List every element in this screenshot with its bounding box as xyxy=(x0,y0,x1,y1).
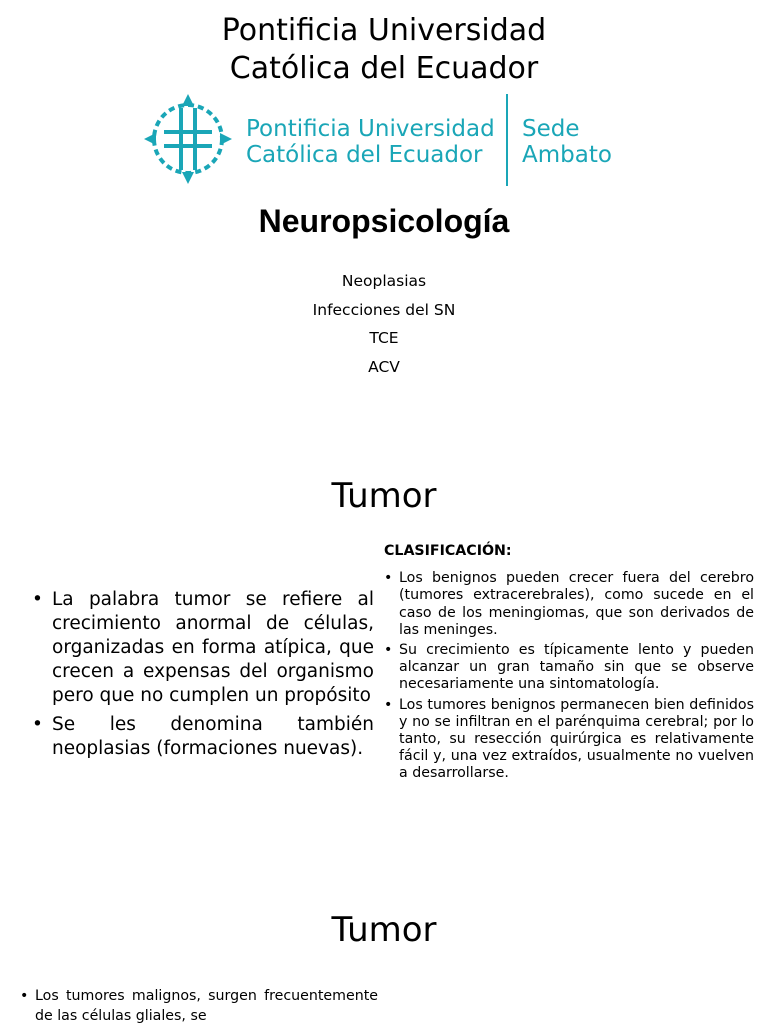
topic-item: TCE xyxy=(369,329,399,348)
slide-title: Tumor xyxy=(331,476,437,516)
logo-name-line1: Pontificia Universidad xyxy=(246,116,495,142)
topic-item: ACV xyxy=(368,357,400,376)
main-title xyxy=(0,12,768,88)
logo-name-line2: Católica del Ecuador xyxy=(246,142,483,168)
list-item: • Los benignos pueden crecer fuera del cerebro (tumores extracerebrales), como sucede en el caso de los meningiomas, que son derivados de las meninges. xyxy=(384,570,754,639)
malignant-column xyxy=(20,986,378,1029)
logo-divider xyxy=(506,94,508,186)
list-item: • Los tumores malignos, surgen frecuentemente de las células gliales, se xyxy=(20,986,378,1026)
university-logo xyxy=(142,92,622,188)
definition-column xyxy=(32,588,374,766)
topic-list xyxy=(0,267,768,381)
list-item: • Los tumores benignos permanecen bien definidos y no se infiltran en el parénquima cerebral; por lo tanto, su resección quirúrgica es relativamente fácil y, una vez extraídos, usualmente no vuelven a desarrollarse. xyxy=(384,697,754,783)
course-title: Neuropsicología xyxy=(258,203,510,239)
cross-emblem-icon xyxy=(144,94,232,184)
list-item: • Se les denomina también neoplasias (formaciones nuevas). xyxy=(32,713,374,761)
classification-heading: CLASIFICACIÓN: xyxy=(384,543,512,559)
classification-column xyxy=(384,543,754,786)
slide-title: Tumor xyxy=(331,910,437,950)
topic-item: Neoplasias xyxy=(341,272,427,290)
list-item: • Su crecimiento es típicamente lento y pueden alcanzar un gran tamaño sin que se observe necesariamente una sintomatología. xyxy=(384,642,754,694)
list-item: • La palabra tumor se refiere al crecimiento anormal de células, organizadas en forma atípica, que crecen a expensas del organismo pero que no cumplen un propósito xyxy=(32,588,374,708)
logo-campus-line2: Ambato xyxy=(522,142,612,168)
main-title-line1: Pontificia Universidad xyxy=(221,13,547,48)
main-title-line2: Católica del Ecuador xyxy=(229,51,539,86)
topic-item: Infecciones del SN xyxy=(312,300,456,319)
logo-campus-line1: Sede xyxy=(522,116,580,142)
